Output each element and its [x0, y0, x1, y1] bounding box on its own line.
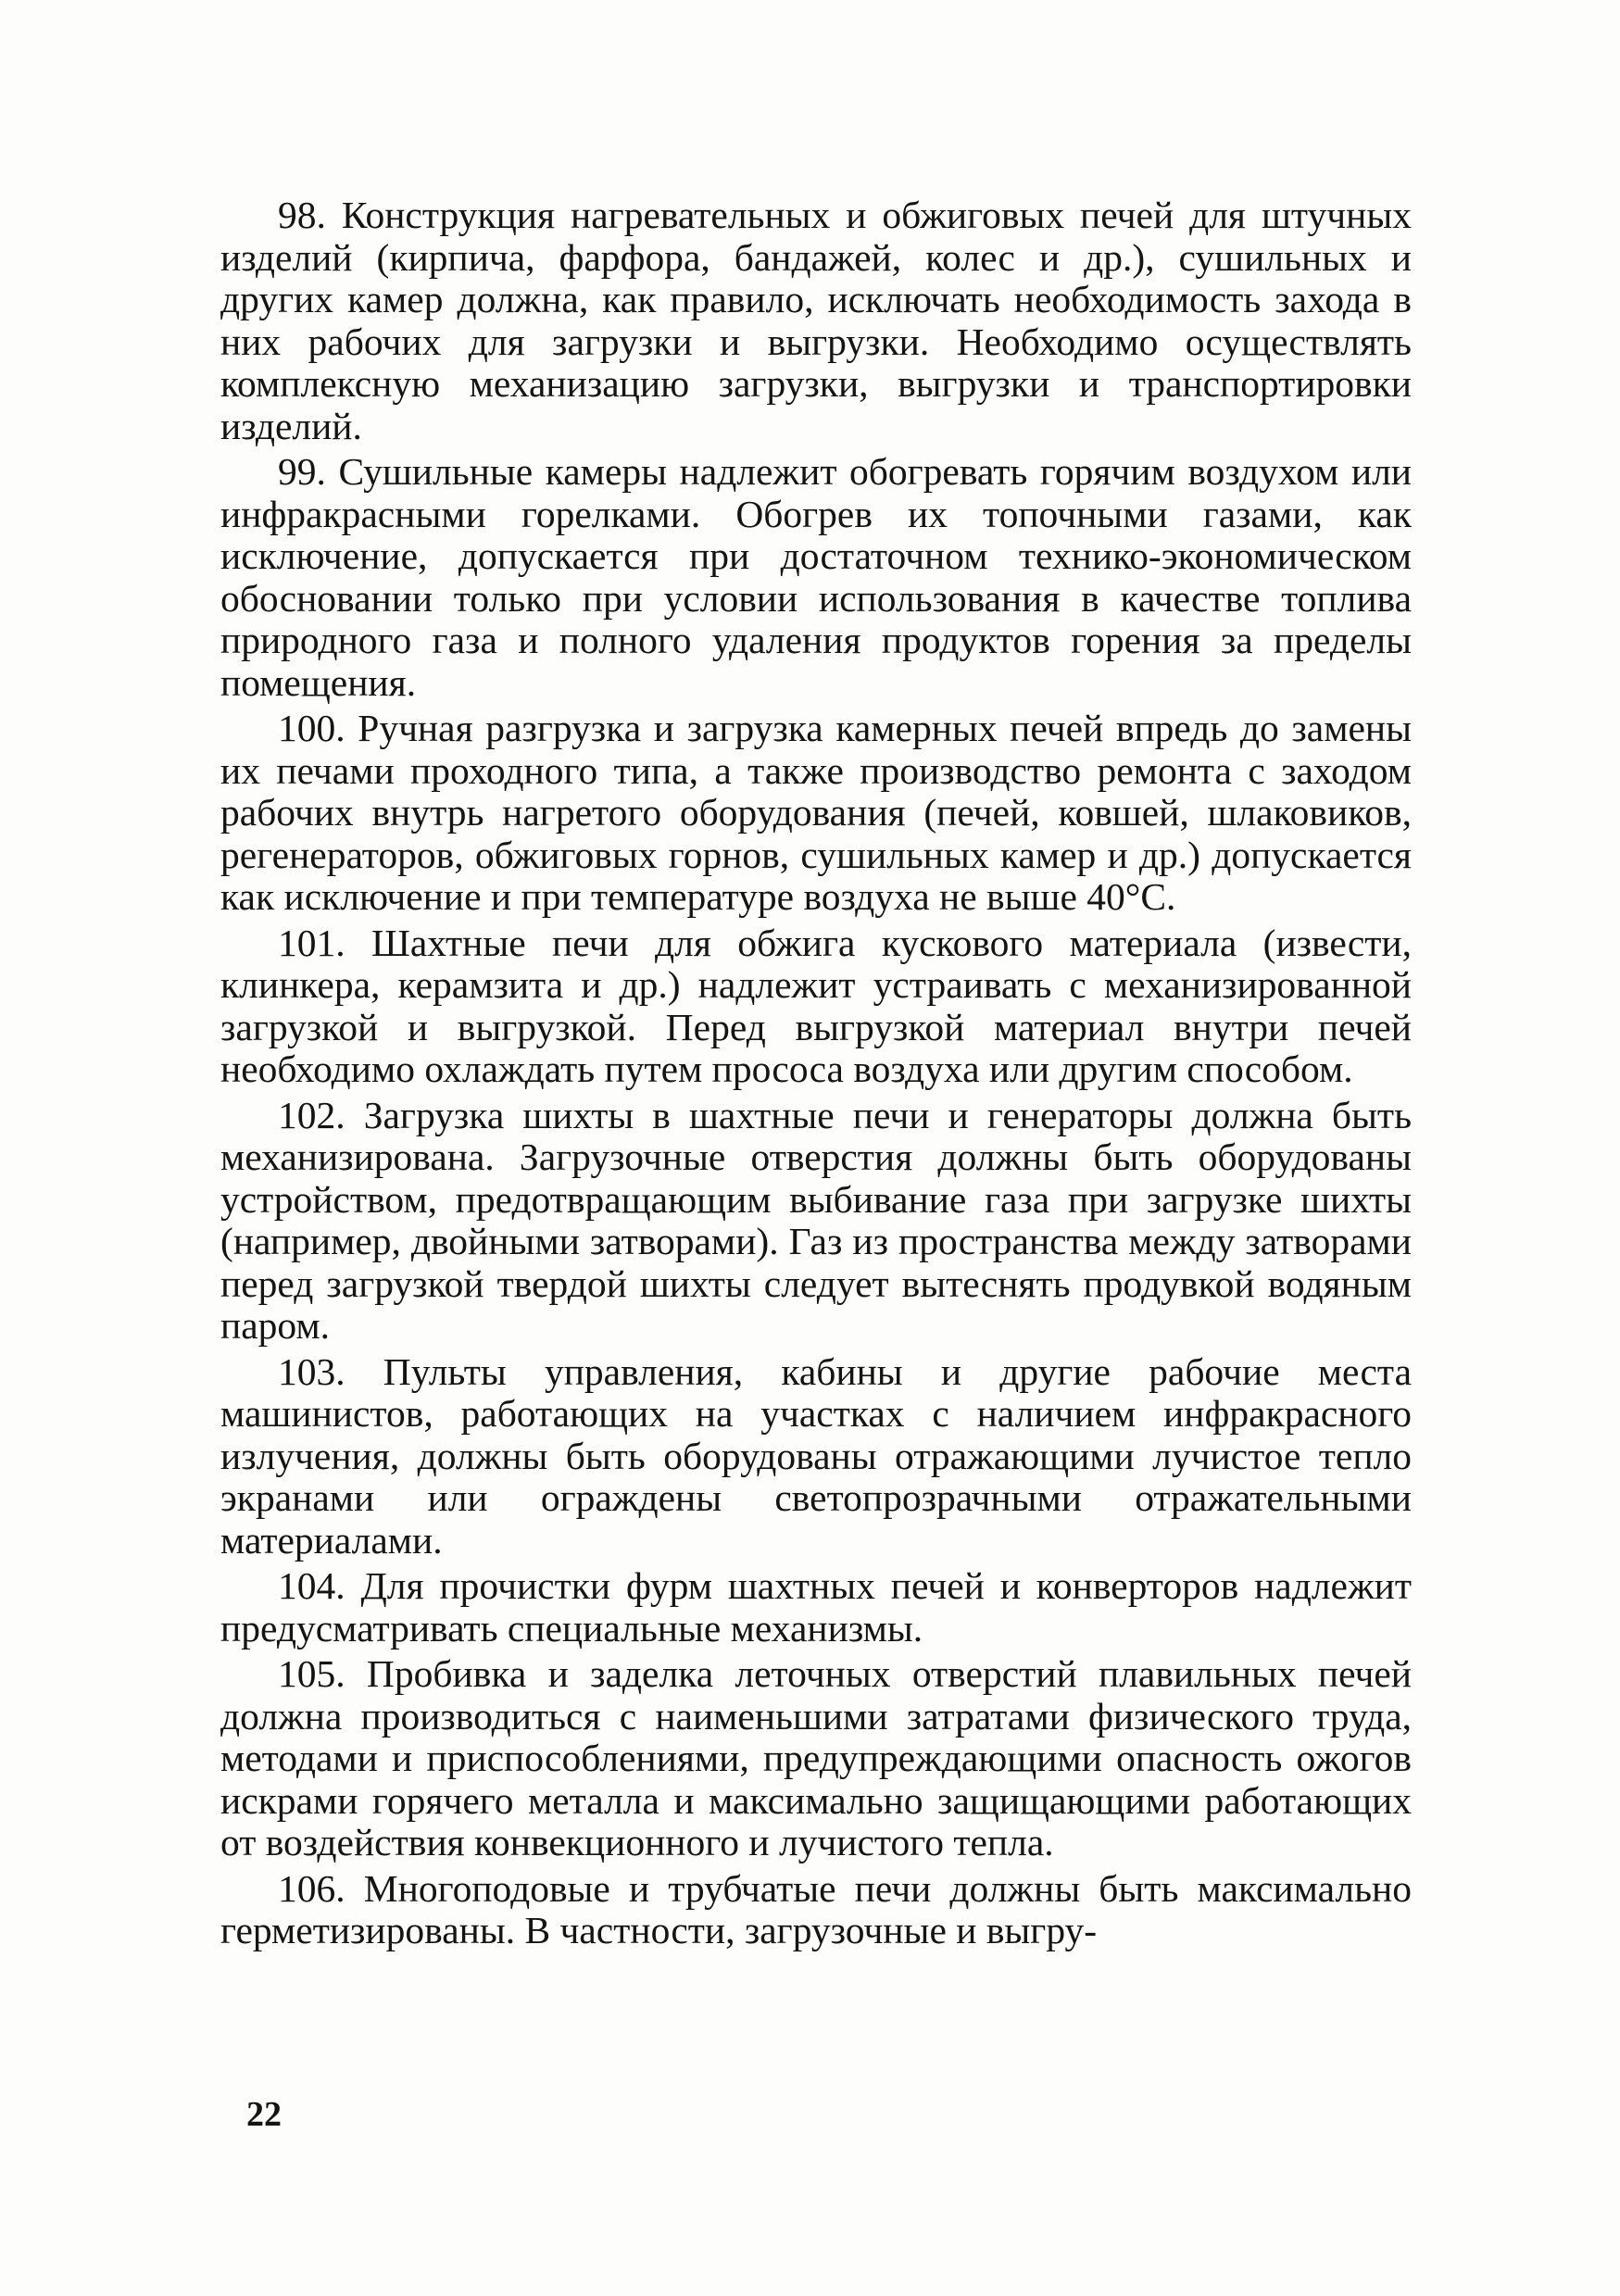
paragraph-100: 100. Ручная разгрузка и загрузка камерных печей впредь до замены их печами проходного типа, а также производство ремонта с заходом рабочих внутрь нагретого оборудования (печей, ковшей, шлаковиков, регенераторов, обжиговых горнов, сушильных камер и др.) допускается как исключение и при температуре воздуха не выше 40°С. [220, 707, 1412, 918]
paragraph-103: 103. Пульты управления, кабины и другие рабочие места машинистов, работающих на участках с наличием инфракрасного излучения, должны быть оборудованы отражающими лучистое тепло экранами или ограждены светопрозрачными отражательными материалами. [220, 1349, 1412, 1562]
paragraph-106: 106. Многоподовые и трубчатые печи должны быть максимально герметизированы. В частности, загрузочные и выгру- [220, 1866, 1412, 1951]
paragraph-99: 99. Сушильные камеры надлежит обогревать горячим воздухом или инфракрасными горелками. Обогрев их топочными газами, как исключение, допускается при достаточном технико-экономическом обосновании только при условии использования в качестве топлива природного газа и полного удаления продуктов горения за пределы помещения. [220, 450, 1412, 704]
paragraph-105: 105. Пробивка и заделка леточных отверстий плавильных печей должна производиться с наименьшими затратами физического труда, методами и приспособлениями, предупреждающими опасность ожогов искрами горячего металла и максимально защищающими работающих от воздействия конвекционного и лучистого тепла. [220, 1652, 1412, 1863]
page-number: 22 [246, 2095, 282, 2134]
body-text [220, 194, 1412, 1952]
paragraph-104: 104. Для прочистки фурм шахтных печей и конверторов надлежит предусматривать специальные механизмы. [220, 1564, 1412, 1650]
paragraph-98: 98. Конструкция нагревательных и обжиговых печей для штучных изделий (кирпича, фарфора, бандажей, колес и др.), сушильных и других камер должна, как правило, исключать необходимость захода в них рабочих для загрузки и выгрузки. Необходимо осуществлять комплексную механизацию загрузки, выгрузки и транспортировки изделий. [220, 194, 1412, 447]
paragraph-101: 101. Шахтные печи для обжига кускового материала (извести, клинкера, керамзита и др.) надлежит устраивать с механизированной загрузкой и выгрузкой. Перед выгрузкой материал внутри печей необходимо охлаждать путем прососа воздуха или другим способом. [220, 921, 1412, 1090]
paragraph-102: 102. Загрузка шихты в шахтные печи и генераторы должна быть механизирована. Загрузочные отверстия должны быть оборудованы устройством, предотвращающим выбивание газа при загрузке шихты (например, двойными затворами). Газ из пространства между затворами перед загрузкой твердой шихты следует вытеснять продувкой водяным паром. [220, 1093, 1412, 1347]
